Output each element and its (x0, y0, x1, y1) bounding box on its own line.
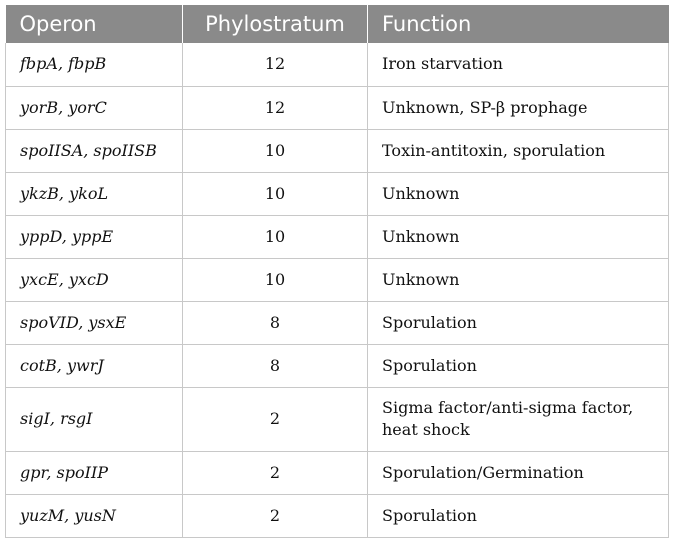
header-function: Function (368, 5, 669, 43)
cell-phylostratum: 10 (183, 215, 368, 258)
cell-operon: ykzB, ykoL (6, 172, 183, 215)
table-row (6, 86, 669, 129)
cell-phylostratum: 2 (183, 494, 368, 537)
cell-function: Sigma factor/anti-sigma factor, heat shock (368, 387, 669, 451)
operon-table (5, 5, 669, 538)
cell-operon: yppD, yppE (6, 215, 183, 258)
cell-function: Sporulation (368, 344, 669, 387)
table-row (6, 344, 669, 387)
cell-function: Unknown (368, 172, 669, 215)
cell-function: Unknown (368, 258, 669, 301)
cell-function: Toxin-antitoxin, sporulation (368, 129, 669, 172)
cell-operon: fbpA, fbpB (6, 43, 183, 86)
cell-phylostratum: 12 (183, 43, 368, 86)
cell-phylostratum: 10 (183, 258, 368, 301)
table-row (6, 172, 669, 215)
table-row (6, 258, 669, 301)
operon-table-container (5, 5, 668, 538)
cell-phylostratum: 12 (183, 86, 368, 129)
cell-operon: yxcE, yxcD (6, 258, 183, 301)
cell-phylostratum: 2 (183, 387, 368, 451)
cell-phylostratum: 10 (183, 129, 368, 172)
cell-operon: yuzM, yusN (6, 494, 183, 537)
cell-operon: cotB, ywrJ (6, 344, 183, 387)
cell-function: Unknown (368, 215, 669, 258)
cell-function: Sporulation/Germination (368, 451, 669, 494)
header-row (6, 5, 669, 43)
table-row (6, 129, 669, 172)
header-phylostratum: Phylostratum (183, 5, 368, 43)
cell-operon: sigI, rsgI (6, 387, 183, 451)
table-row (6, 301, 669, 344)
header-operon: Operon (6, 5, 183, 43)
cell-phylostratum: 8 (183, 301, 368, 344)
table-row (6, 387, 669, 451)
cell-phylostratum: 8 (183, 344, 368, 387)
cell-phylostratum: 10 (183, 172, 368, 215)
table-row (6, 43, 669, 86)
cell-function: Unknown, SP-β prophage (368, 86, 669, 129)
cell-operon: spoVID, ysxE (6, 301, 183, 344)
cell-function: Iron starvation (368, 43, 669, 86)
table-row (6, 215, 669, 258)
cell-operon: yorB, yorC (6, 86, 183, 129)
table-row (6, 451, 669, 494)
table-body (6, 43, 669, 537)
cell-phylostratum: 2 (183, 451, 368, 494)
table-row (6, 494, 669, 537)
cell-operon: gpr, spoIIP (6, 451, 183, 494)
table-header (6, 5, 669, 43)
cell-operon: spoIISA, spoIISB (6, 129, 183, 172)
cell-function: Sporulation (368, 494, 669, 537)
cell-function: Sporulation (368, 301, 669, 344)
